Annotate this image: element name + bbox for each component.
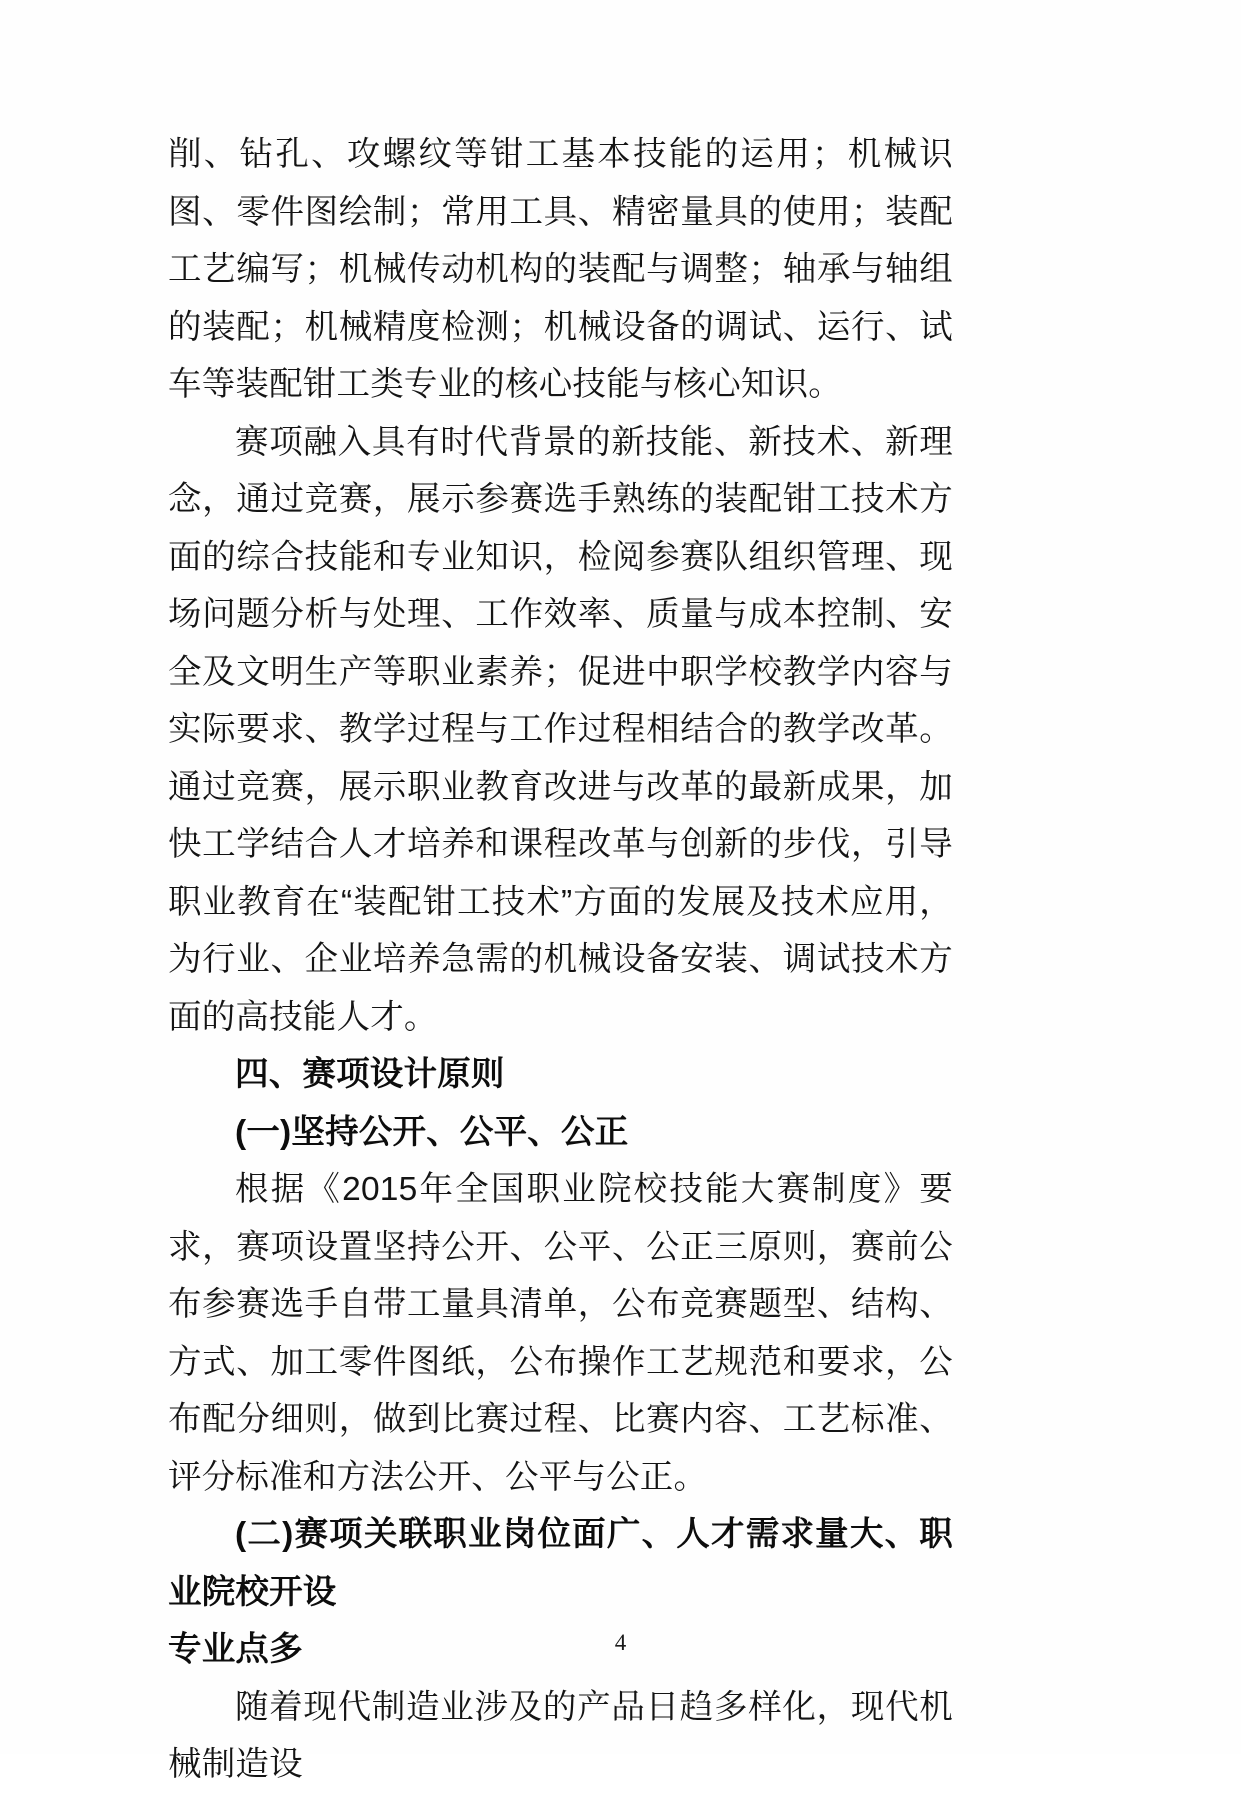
paragraph-competition-concept: 赛项融入具有时代背景的新技能、新技术、新理念，通过竞赛，展示参赛选手熟练的装配钳工技术方面的综合技能和专业知识，检阅参赛队组织管理、现场问题分析与处理、工作效率、质量与成本控制、安全及文明生产等职业素养；促进中职学校教学内容与实际要求、教学过程与工作过程相结合的教学改革。通过竞赛，展示职业教育改进与改革的最新成果，加快工学结合人才培养和课程改革与创新的步伐，引导职业教育在“装配钳工技术”方面的发展及技术应用，为行业、企业培养急需的机械设备安装、调试技术方面的高技能人才。	[168, 423, 953, 1036]
heading-section-four: 四、赛项设计原则	[235, 1056, 505, 1093]
paragraph-core-skills: 削、钻孔、攻螺纹等钳工基本技能的运用；机械识图、零件图绘制；常用工具、精密量具的使用；装配工艺编写；机械传动机构的装配与调整；轴承与轴组的装配；机械精度检测；机械设备的调试、运行、试车等装配钳工类专业的核心技能与核心知识。	[168, 136, 953, 403]
page-number: 4	[614, 1630, 627, 1655]
page-content	[168, 126, 953, 1794]
heading-subsection-one: (一)坚持公开、公平、公正	[235, 1113, 629, 1151]
paragraph-manufacturing-diversity: 随着现代制造业涉及的产品日趋多样化，现代机械制造设	[168, 1688, 953, 1783]
paragraph-fairness-principles: 根据《2015年全国职业院校技能大赛制度》要求，赛项设置坚持公开、公平、公正三原则，赛前公布参赛选手自带工量具清单，公布竞赛题型、结构、方式、加工零件图纸，公布操作工艺规范和要求，公布配分细则，做到比赛过程、比赛内容、工艺标准、评分标准和方法公开、公平与公正。	[168, 1171, 953, 1496]
heading-subsection-two-line2: 专业点多	[168, 1631, 303, 1668]
heading-subsection-two-line1: (二)赛项关联职业岗位面广、人才需求量大、职业院校开设	[168, 1516, 953, 1611]
